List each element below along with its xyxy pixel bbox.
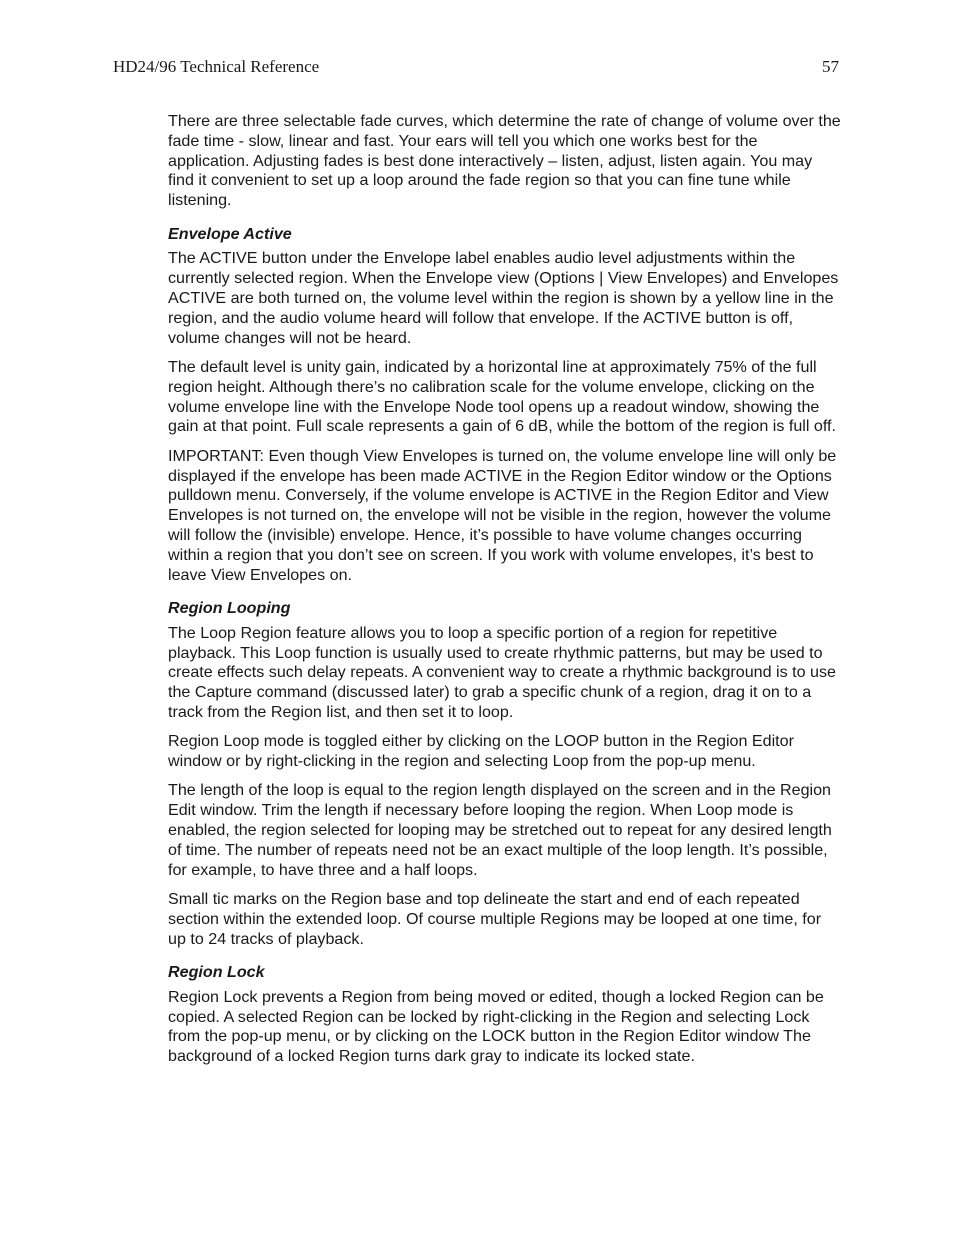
document-title: HD24/96 Technical Reference [113,57,320,76]
paragraph: The Loop Region feature allows you to loop a specific portion of a region for repetitive playback. This Loop function is usually used to create rhythmic patterns, but may be used to create effects such delay repeats. A convenient way to create a rhythmic background is to use the Capture command (discussed later) to grab a specific chunk of a region, drag it on to a track from the Region list, and then set it to loop. [168,623,836,721]
running-header [113,57,839,81]
paragraph: The ACTIVE button under the Envelope label enables audio level adjustments within the currently selected region. When the Envelope view (Options | View Envelopes) and Envelopes ACTIVE are both turned on, the volume level within the region is shown by a yellow line in the region, and the audio volume heard will follow that envelope. If the ACTIVE button is off, volume changes will not be heard. [168,249,839,347]
intro-paragraph: There are three selectable fade curves, which determine the rate of change of volume over the fade time - slow, linear and fast. Your ears will tell you which one works best for the application. Adjusting fades is best done interactively – listen, adjust, listen again. You may find it convenient to set up a loop around the fade region so that you can fine tune while listening. [168,112,841,210]
paragraph: Region Lock prevents a Region from being moved or edited, though a locked Region can be copied. A selected Region can be locked by right-clicking in the Region and selecting Lock from the pop-up menu, or by clicking on the LOCK button in the Region Editor window The background of a locked Region turns dark gray to indicate its locked state. [168,987,824,1066]
section-heading-region-lock: Region Lock [168,963,265,982]
paragraph: IMPORTANT: Even though View Envelopes is turned on, the volume envelope line will only be displayed if the envelope has been made ACTIVE in the Region Editor window or the Options pulldown menu. Conversely, if the volume envelope is ACTIVE in the Region Editor and View Envelopes is not turned on, the envelope will not be visible in the region, however the volume will follow the (invisible) envelope. Hence, it’s possible to have volume changes occurring within a region that you don’t see on screen. If you work with volume envelopes, it’s best to leave View Envelopes on. [168,446,837,584]
paragraph: Region Loop mode is toggled either by clicking on the LOOP button in the Region Editor window or by right-clicking in the region and selecting Loop from the pop-up menu. [168,732,794,771]
paragraph: The length of the loop is equal to the region length displayed on the screen and in the Region Edit window. Trim the length if necessary before looping the region. When Loop mode is enabled, the region selected for looping may be stretched out to repeat for any desired length of time. The number of repeats need not be an exact multiple of the loop length. It’s possible, for example, to have three and a half loops. [168,781,832,879]
paragraph: The default level is unity gain, indicated by a horizontal line at approximately 75% of the full region height. Although there’s no calibration scale for the volume envelope, clicking on the volume envelope line with the Envelope Node tool opens up a readout window, showing the gain at that point. Full scale represents a gain of 6 dB, while the bottom of the region is full off. [168,357,836,436]
paragraph: Small tic marks on the Region base and top delineate the start and end of each repeated section within the extended loop. Of course multiple Regions may be looped at one time, for up to 24 tracks of playback. [168,890,822,948]
page-number: 57 [822,57,839,76]
section-heading-region-looping: Region Looping [168,599,291,618]
section-heading-envelope-active: Envelope Active [168,224,292,243]
body-text [168,112,842,1077]
